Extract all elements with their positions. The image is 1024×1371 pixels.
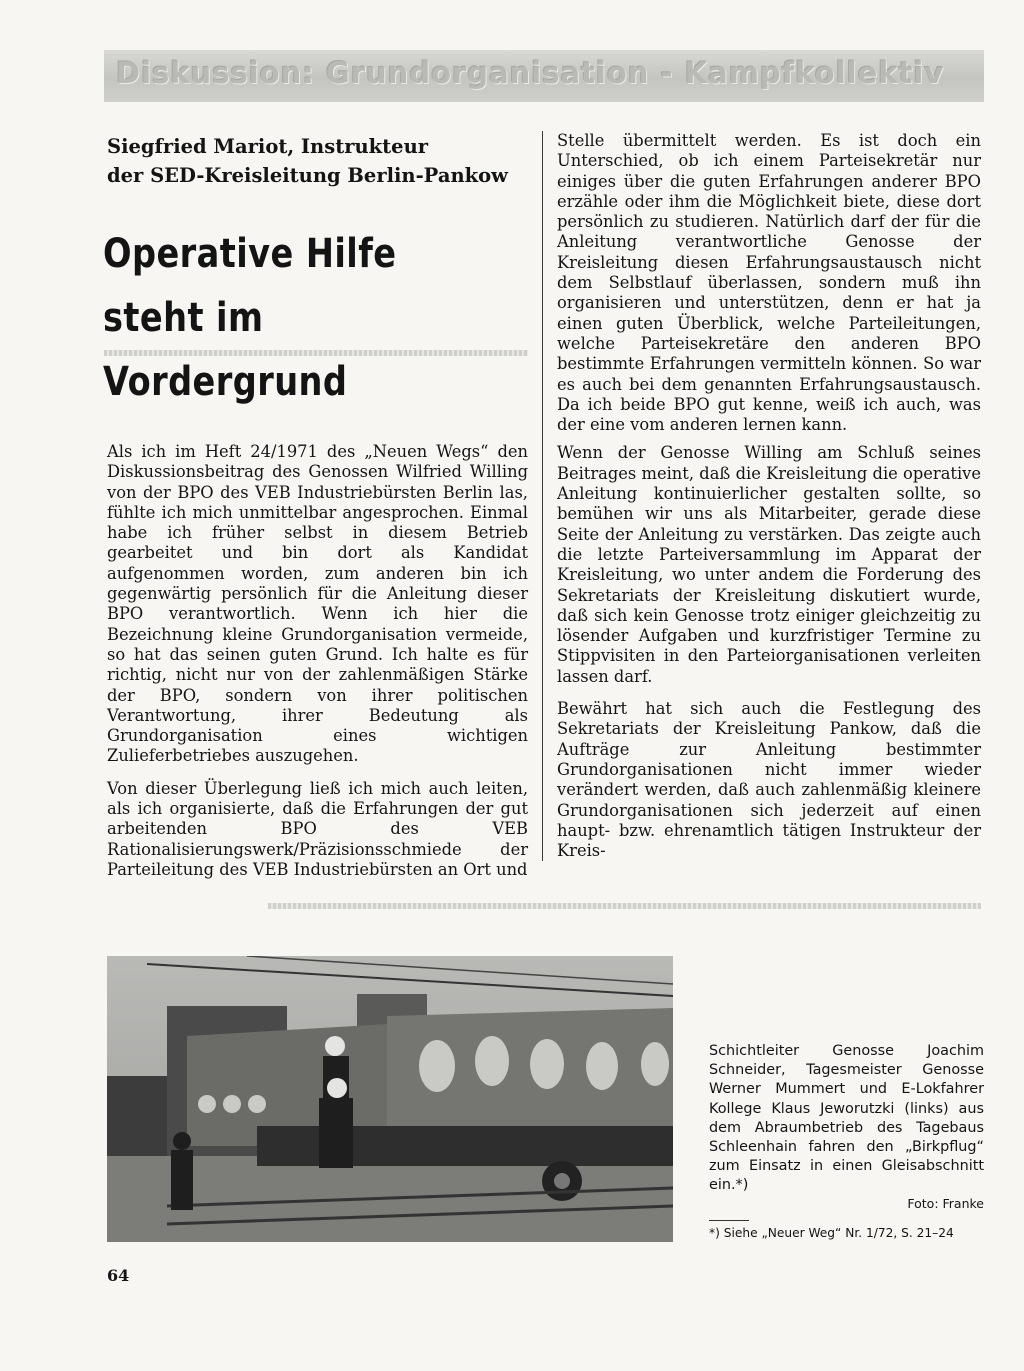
banner-title: Diskussion: Grundorganisation - Kampfkollektiv — [116, 56, 945, 90]
right-paragraph-3: Bewährt hat sich auch die Festlegung des Sekretariats der Kreisleitung Pankow, daß die Aufträge zur Anleitung bestimmter Grundorganisationen nicht immer wieder verändert werden, daß auch zahlenmäßig kleinere Grundorganisationen sich jederzeit auf einen haupt- bzw. ehrenamtlich tätigen Instrukteur der Kreis- — [557, 699, 981, 861]
photo-railway-plough — [107, 956, 673, 1242]
right-paragraph-1: Stelle übermittelt werden. Es ist doch ein Unterschied, ob ich einem Parteisekretär nur einiges über die guten Erfahrungen anderer BPO erzähle oder ihm die Möglichkeit biete, diese dort persönlich zu studieren. Natürlich darf der für die Anleitung verantwortliche Genosse der Kreisleitung diesen Erfahrungsaustausch nicht dem Selbstlauf überlassen, sondern muß ihn organisieren und unterstützen, denn er hat ja einen guten Überblick, welche Parteileitungen, welche Parteisekretäre den anderen BPO bestimmte Erfahrungen vermitteln können. So war es auch bei dem genannten Erfahrungsaustausch. Da ich beide BPO gut kenne, weiß ich auch, was der eine vom anderen lernen kann. — [557, 131, 981, 435]
author-line-1: Siegfried Mariot, Instrukteur — [107, 135, 429, 158]
right-paragraph-2: Wenn der Genosse Willing am Schluß seines Beitrages meint, daß die Kreisleitung die operative Anleitung kontinuierlicher gestalten sollte, so bemühen wir uns als Mitarbeiter, gerade diese Seite der Anleitung zu verstärken. Das zeigte auch die letzte Parteiversammlung im Apparat der Kreisleitung, wo unter andem die Forderung des Sekretariats der Kreisleitung diskutiert wurde, daß sich kein Genosse trotz einiger gleichzeitig zu lösender Aufgaben und kurzfristiger Termine zu Stippvisiten in den Parteiorganisationen verleiten lassen darf. — [557, 443, 981, 686]
photo-caption: Schichtleiter Genosse Joachim Schneider, Tagesmeister Genosse Werner Mummert und E-Lokfahrer Kollege Klaus Jeworutzki (links) aus dem Abraumbetrieb des Tagebaus Schleenhain fahren den „Birkpflug“ zum Einsatz in einen Gleisabschnitt ein.*) — [709, 1043, 984, 1194]
article-headline — [103, 222, 464, 414]
section-rule — [268, 903, 981, 909]
left-paragraph-1: Als ich im Heft 24/1971 des „Neuen Wegs“ den Diskussionsbeitrag des Genossen Wilfried Willing von der BPO des VEB Industriebürsten Berlin las, fühlte ich mich unmittelbar angesprochen. Einmal habe ich früher selbst in diesem Betrieb gearbeitet und bin dort als Kandidat aufgenommen worden, zum anderen bin ich gegenwärtig persönlich für die Anleitung dieser BPO verantwortlich. Wenn ich hier die Bezeichnung kleine Grundorganisation vermeide, so hat das seinen guten Grund. Ich halte es für richtig, nicht nur von der zahlenmäßigen Stärke der BPO, sondern von ihrer politischen Verantwortung, ihrer Bedeutung als Grundorganisation eines wichtigen Zulieferbetriebes auszugehen. — [107, 442, 528, 766]
article-author — [107, 132, 527, 190]
article-column-right — [557, 131, 981, 869]
headline-rule — [104, 350, 528, 356]
photo-credit: Foto: Franke — [907, 1196, 984, 1211]
page-number: 64 — [107, 1266, 130, 1285]
article-column-left — [107, 442, 528, 888]
headline-line-1: Operative Hilfe — [103, 231, 397, 277]
section-banner — [104, 50, 984, 102]
left-paragraph-2: Von dieser Überlegung ließ ich mich auch leiten, als ich organisierte, daß die Erfahrungen der gut arbeitenden BPO des VEB Rationalisierungswerk/Präzisionsschmiede der Parteileitung des VEB Industriebürsten an Ort und — [107, 778, 528, 879]
footnote-rule — [709, 1220, 749, 1221]
article-photo — [107, 956, 673, 1242]
column-divider — [542, 131, 543, 861]
headline-line-2: steht im Vordergrund — [103, 295, 348, 405]
footnote: *) Siehe „Neuer Weg“ Nr. 1/72, S. 21–24 — [709, 1226, 954, 1240]
author-line-2: der SED-Kreisleitung Berlin-Pankow — [107, 164, 508, 187]
